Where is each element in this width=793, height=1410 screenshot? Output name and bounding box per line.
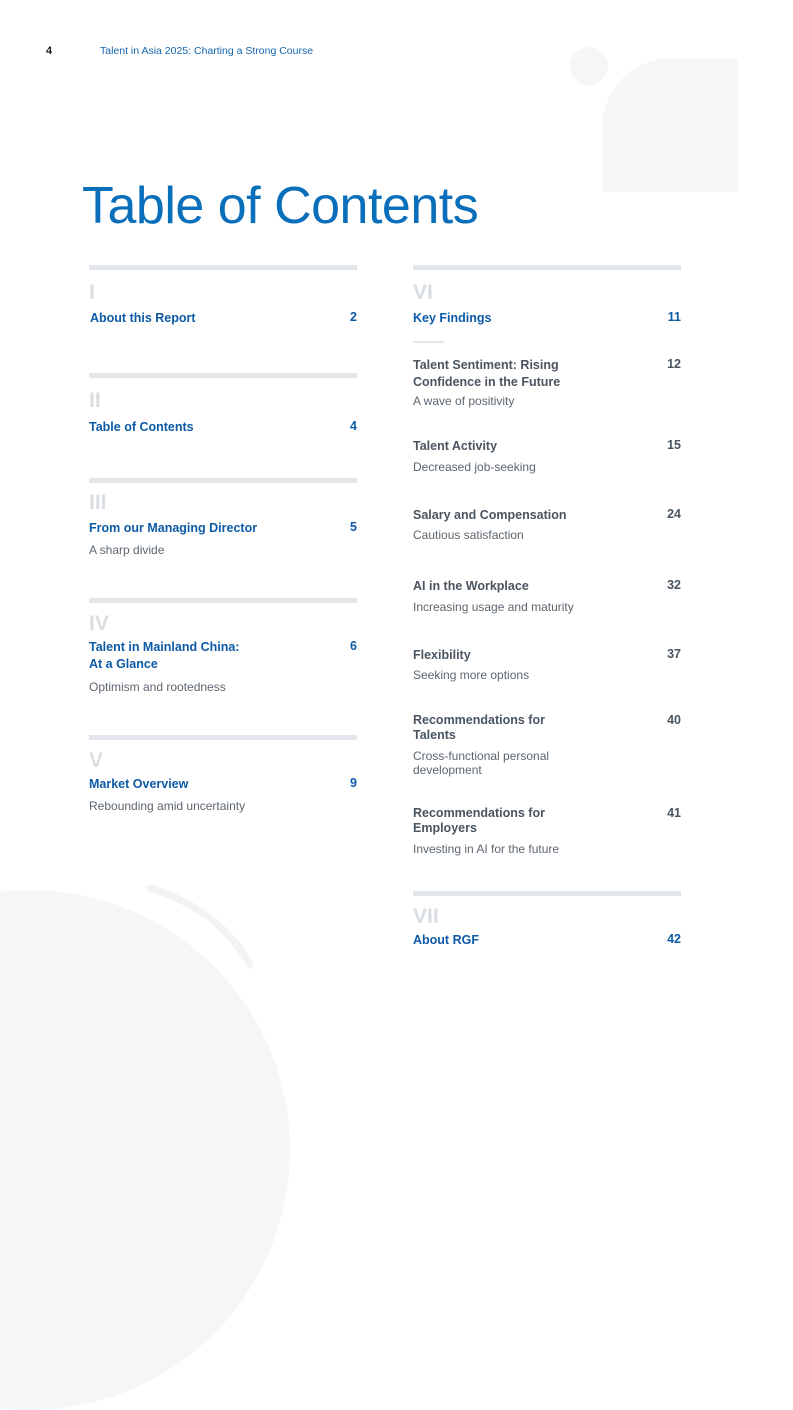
section-divider <box>413 265 681 270</box>
section-numeral: III <box>89 491 107 514</box>
section-numeral: II <box>89 389 101 412</box>
toc-page-number[interactable]: 41 <box>667 806 681 820</box>
section-numeral: I <box>89 281 95 304</box>
page-number: 4 <box>46 45 53 57</box>
toc-entry-description: Cautious satisfaction <box>413 528 524 542</box>
decorative-rounded-block <box>602 58 738 192</box>
toc-subentry-flexibility[interactable]: Flexibility <box>413 648 471 662</box>
toc-page-number[interactable]: 2 <box>350 310 357 324</box>
toc-page-number[interactable]: 12 <box>667 357 681 371</box>
toc-entry-description: Increasing usage and maturity <box>413 600 574 614</box>
toc-entry-about-report[interactable]: About this Report <box>90 311 196 325</box>
toc-entry-mainland-china[interactable]: Talent in Mainland China: At a Glance <box>89 640 240 671</box>
toc-page-number[interactable]: 11 <box>667 310 681 324</box>
section-divider <box>89 373 357 378</box>
toc-entry-description: A wave of positivity <box>413 394 515 408</box>
running-header-title: Talent in Asia 2025: Charting a Strong Course <box>100 45 314 57</box>
toc-entry-market-overview[interactable]: Market Overview <box>89 777 189 791</box>
decorative-circle-small <box>570 47 608 85</box>
section-divider <box>89 265 357 270</box>
toc-entry-about-rgf[interactable]: About RGF <box>413 933 479 947</box>
page-title: Table of Contents <box>82 177 479 235</box>
section-divider <box>89 735 357 740</box>
toc-entry-key-findings[interactable]: Key Findings <box>413 311 492 325</box>
toc-entry-table-of-contents[interactable]: Table of Contents <box>89 420 194 434</box>
toc-page-number[interactable]: 24 <box>667 507 681 521</box>
section-divider <box>89 598 357 603</box>
toc-page-number[interactable]: 37 <box>667 647 681 661</box>
toc-entry-managing-director[interactable]: From our Managing Director <box>89 521 258 535</box>
toc-page-number[interactable]: 4 <box>350 419 357 433</box>
toc-entry-description: Optimism and rootedness <box>89 680 226 694</box>
toc-subentry-talent-activity[interactable]: Talent Activity <box>413 439 498 453</box>
section-numeral: IV <box>89 612 109 635</box>
toc-page-number[interactable]: 15 <box>667 438 681 452</box>
toc-entry-description: Cross-functional personal development <box>413 749 550 777</box>
toc-subentry-talent-sentiment[interactable]: Talent Sentiment: Rising Confidence in the Future <box>413 358 561 389</box>
toc-subentry-recommendations-employers[interactable]: Recommendations for Employers <box>413 806 545 835</box>
short-divider <box>413 341 444 343</box>
toc-page-number[interactable]: 5 <box>350 520 357 534</box>
toc-entry-description: Rebounding amid uncertainty <box>89 799 246 813</box>
toc-page-number[interactable]: 32 <box>667 578 681 592</box>
section-numeral: VI <box>413 281 433 304</box>
section-numeral: VII <box>413 905 439 928</box>
toc-page-number[interactable]: 42 <box>667 932 681 946</box>
toc-subentry-salary[interactable]: Salary and Compensation <box>413 508 567 522</box>
toc-page-number[interactable]: 6 <box>350 639 357 653</box>
toc-entry-description: A sharp divide <box>89 543 165 557</box>
decorative-arc <box>140 880 270 980</box>
section-numeral: V <box>89 749 104 772</box>
section-divider <box>89 478 357 483</box>
toc-page-number[interactable]: 9 <box>350 776 357 790</box>
toc-subentry-ai-workplace[interactable]: AI in the Workplace <box>413 579 529 593</box>
toc-entry-description: Seeking more options <box>413 668 530 682</box>
toc-subentry-recommendations-talents[interactable]: Recommendations for Talents <box>413 713 545 742</box>
toc-page-number[interactable]: 40 <box>667 713 681 727</box>
section-divider <box>413 891 681 896</box>
toc-entry-description: Decreased job-seeking <box>413 460 536 474</box>
toc-entry-description: Investing in AI for the future <box>413 842 560 856</box>
